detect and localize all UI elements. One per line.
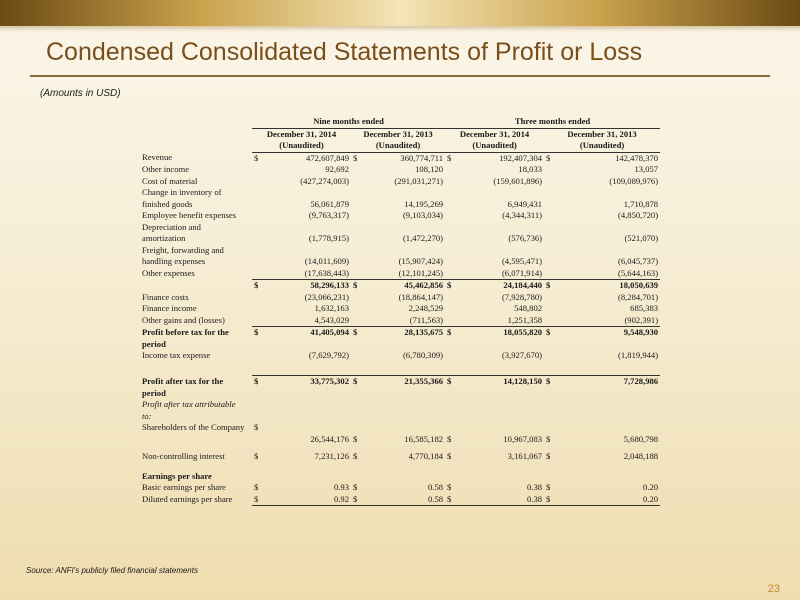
value-cell: (15,907,424) xyxy=(398,256,444,266)
page-title: Condensed Consolidated Statements of Profit or Loss xyxy=(46,38,643,66)
value-cell: (6,780,309) xyxy=(402,350,444,360)
value-cell: 192,407,304 xyxy=(499,152,543,163)
title-rule xyxy=(30,75,770,77)
currency-symbol: $ xyxy=(445,280,454,292)
currency-symbol: $ xyxy=(353,433,358,444)
currency-symbol: $ xyxy=(351,327,360,339)
row-profit-before-tax-line2 xyxy=(140,339,660,351)
currency-symbol: $ xyxy=(544,494,553,506)
row-label: Cost of material xyxy=(142,175,198,186)
currency-symbol: $ xyxy=(254,451,259,461)
unaudited-2: (Unaudited) xyxy=(351,140,445,152)
row-label: period xyxy=(142,338,166,349)
source-note: Source: ANFI's publicly filed financial statements xyxy=(26,566,198,575)
currency-symbol: $ xyxy=(447,482,452,492)
value-cell: 33,775,302 xyxy=(310,376,349,386)
row-label: finished goods xyxy=(142,198,193,209)
value-cell: (291,031,271) xyxy=(394,175,444,186)
currency-symbol: $ xyxy=(254,152,259,163)
value-cell: 685,383 xyxy=(630,303,659,313)
amounts-note: (Amounts in USD) xyxy=(40,88,121,99)
currency-symbol: $ xyxy=(254,422,259,432)
currency-symbol: $ xyxy=(252,327,261,339)
value-cell: 4,770,184 xyxy=(408,451,444,461)
value-cell: (5,644,163) xyxy=(617,267,659,278)
section-heading: Earnings per share xyxy=(142,470,212,481)
row-freight-line1 xyxy=(140,245,660,257)
col-header-2: December 31, 2013 xyxy=(363,128,433,139)
col-header-1: December 31, 2014 xyxy=(266,128,337,139)
row-change-inventory-line1 xyxy=(140,187,660,199)
currency-symbol: $ xyxy=(447,376,452,386)
value-cell: 0.93 xyxy=(333,482,349,492)
value-cell: (7,928,780) xyxy=(501,291,543,302)
value-cell: 472,607,849 xyxy=(306,152,349,163)
row-subtotal xyxy=(140,280,660,292)
row-label: Depreciation and xyxy=(142,221,201,232)
header-dates xyxy=(140,128,660,140)
row-attributable-line1 xyxy=(140,399,660,411)
currency-symbol: $ xyxy=(252,494,261,506)
page-number: 23 xyxy=(767,583,780,595)
currency-symbol: $ xyxy=(546,482,551,492)
value-cell: 14,128,150 xyxy=(503,376,543,386)
row-label: Shareholders of the Company xyxy=(142,422,245,432)
spacer-row xyxy=(140,463,660,471)
row-label: Change in inventory of xyxy=(142,187,222,197)
value-cell: 9,548,930 xyxy=(553,327,660,339)
value-cell: (4,344,311) xyxy=(502,210,543,220)
row-change-inventory xyxy=(140,199,660,211)
value-cell: 26,544,176 xyxy=(310,433,349,444)
currency-symbol: $ xyxy=(447,433,452,444)
value-cell: (109,089,976) xyxy=(609,175,659,186)
value-cell: (17,638,443) xyxy=(304,267,349,278)
value-cell: (711,563) xyxy=(409,314,444,325)
value-cell: (6,045,737) xyxy=(617,256,659,266)
value-cell: 1,632,163 xyxy=(314,303,349,313)
value-cell: 0.20 xyxy=(643,482,659,492)
currency-symbol: $ xyxy=(544,280,553,292)
value-cell: 56,061,879 xyxy=(310,198,349,209)
row-non-controlling xyxy=(140,451,660,463)
group-nine-months: Nine months ended xyxy=(252,116,445,128)
spacer-row xyxy=(140,362,660,376)
value-cell: (1,778,915) xyxy=(308,233,349,243)
value-cell: 28,135,675 xyxy=(360,327,445,339)
value-cell: (1,819,944) xyxy=(617,350,659,360)
value-cell: (1,472,270) xyxy=(402,233,444,243)
row-freight xyxy=(140,256,660,268)
currency-symbol: $ xyxy=(447,152,452,163)
currency-symbol: $ xyxy=(353,482,358,492)
col-header-3: December 31, 2014 xyxy=(459,128,530,139)
value-cell: (14,011,609) xyxy=(304,256,349,266)
value-cell: 6,949,431 xyxy=(507,198,543,209)
financial-statement-table xyxy=(140,116,660,506)
value-cell: 7,728,986 xyxy=(623,376,659,386)
row-label: Finance costs xyxy=(142,291,189,302)
value-cell: 21,355,366 xyxy=(404,376,444,386)
row-label: handling expenses xyxy=(142,256,206,266)
row-label: Employee benefit expenses xyxy=(142,210,237,220)
value-cell: 4,543,029 xyxy=(314,314,349,325)
row-cost-of-material xyxy=(140,176,660,188)
row-profit-before-tax xyxy=(140,327,660,339)
value-cell: (9,763,317) xyxy=(308,210,349,220)
row-profit-after-tax-line2 xyxy=(140,388,660,400)
row-finance-costs xyxy=(140,292,660,304)
currency-symbol: $ xyxy=(546,376,551,386)
value-cell: 92,692 xyxy=(325,164,349,174)
value-cell: (8,284,701) xyxy=(617,291,659,302)
currency-symbol: $ xyxy=(546,433,551,444)
currency-symbol: $ xyxy=(546,451,551,461)
value-cell: (576,736) xyxy=(508,233,543,243)
currency-symbol: $ xyxy=(351,494,360,506)
currency-symbol: $ xyxy=(445,327,454,339)
value-cell: 18,033 xyxy=(518,164,543,174)
value-cell: 2,248,529 xyxy=(408,303,444,313)
row-label: to: xyxy=(142,410,152,421)
row-label: Non-controlling interest xyxy=(142,451,225,461)
currency-symbol: $ xyxy=(254,482,259,492)
value-cell: 1,710,878 xyxy=(623,198,659,209)
currency-symbol: $ xyxy=(546,152,551,163)
value-cell: 0.58 xyxy=(360,494,445,506)
row-diluted-eps xyxy=(140,494,660,506)
value-cell: 1,251,358 xyxy=(507,314,543,325)
value-cell: 18,050,639 xyxy=(553,280,660,292)
row-label: Revenue xyxy=(142,152,173,163)
currency-symbol: $ xyxy=(353,451,358,461)
value-cell: (12,101,245) xyxy=(398,267,444,278)
value-cell: (4,850,720) xyxy=(617,210,659,220)
col-header-4: December 31, 2013 xyxy=(567,128,637,139)
row-other-gains xyxy=(140,315,660,327)
currency-symbol: $ xyxy=(351,280,360,292)
value-cell: 5,680,798 xyxy=(623,433,659,444)
value-cell: 360,774,711 xyxy=(400,152,444,163)
value-cell: 14,195,269 xyxy=(404,198,444,209)
row-shareholders xyxy=(140,434,660,446)
value-cell: (23,066,231) xyxy=(304,291,349,302)
value-cell: 2,048,188 xyxy=(623,451,659,461)
value-cell: 0.92 xyxy=(261,494,351,506)
currency-symbol: $ xyxy=(544,327,553,339)
row-label: Finance income xyxy=(142,303,197,313)
value-cell: 0.38 xyxy=(454,494,544,506)
value-cell: (159,601,896) xyxy=(493,175,543,186)
currency-symbol: $ xyxy=(445,494,454,506)
row-label: Other income xyxy=(142,164,190,174)
currency-symbol: $ xyxy=(353,152,358,163)
value-cell: (427,274,003) xyxy=(300,175,349,186)
unaudited-3: (Unaudited) xyxy=(445,140,544,152)
header-groups xyxy=(140,116,660,128)
currency-symbol: $ xyxy=(447,451,452,461)
value-cell: 18,055,820 xyxy=(454,327,544,339)
row-profit-after-tax xyxy=(140,376,660,388)
value-cell: 24,184,440 xyxy=(454,280,544,292)
row-revenue xyxy=(140,152,660,164)
row-other-expenses xyxy=(140,268,660,280)
value-cell: 0.38 xyxy=(527,482,543,492)
value-cell: (521,070) xyxy=(624,233,659,243)
row-label: Diluted earnings per share xyxy=(142,493,233,504)
value-cell: 3,161,067 xyxy=(507,451,543,461)
row-other-income xyxy=(140,164,660,176)
group-three-months: Three months ended xyxy=(445,116,660,128)
value-cell: 108,120 xyxy=(415,164,444,174)
value-cell: (9,103,034) xyxy=(402,210,444,220)
value-cell: 0.20 xyxy=(553,494,660,506)
value-cell: 58,296,133 xyxy=(261,280,351,292)
value-cell: 7,231,126 xyxy=(314,451,349,461)
row-label: Freight, forwarding and xyxy=(142,244,224,255)
value-cell: 41,405,094 xyxy=(261,327,351,339)
value-cell: (6,071,914) xyxy=(501,267,543,278)
row-label: Profit after tax for the xyxy=(142,375,224,386)
currency-symbol: $ xyxy=(252,280,261,292)
row-label: Basic earnings per share xyxy=(142,482,226,492)
row-label: amortization xyxy=(142,233,186,243)
value-cell: 0.58 xyxy=(428,482,444,492)
value-cell: (3,927,670) xyxy=(501,350,543,360)
unaudited-4: (Unaudited) xyxy=(544,140,660,152)
currency-symbol: $ xyxy=(254,376,259,386)
unaudited-1: (Unaudited) xyxy=(252,140,351,152)
row-label: Other expenses xyxy=(142,267,195,278)
value-cell: 45,462,856 xyxy=(360,280,445,292)
row-label: Other gains and (losses) xyxy=(142,314,225,325)
value-cell: (4,595,471) xyxy=(501,256,543,266)
row-employee-benefit xyxy=(140,210,660,222)
header-band xyxy=(0,0,800,26)
row-attributable-line2 xyxy=(140,411,660,423)
row-label: Profit after tax attributable xyxy=(142,399,236,409)
row-eps-heading xyxy=(140,471,660,483)
row-basic-eps xyxy=(140,482,660,494)
row-depreciation-line1 xyxy=(140,222,660,234)
value-cell: 142,478,370 xyxy=(615,152,659,163)
value-cell: 10,967,083 xyxy=(503,433,543,444)
row-income-tax xyxy=(140,350,660,362)
row-label: period xyxy=(142,387,166,398)
value-cell: (18,864,147) xyxy=(398,291,444,302)
value-cell: 16,585,182 xyxy=(404,433,444,444)
row-shareholders-label xyxy=(140,422,660,434)
value-cell: (902,391) xyxy=(624,314,659,325)
row-label: Profit before tax for the xyxy=(142,326,229,337)
header-band-shadow xyxy=(0,26,800,32)
value-cell: 13,057 xyxy=(634,164,659,174)
header-unaudited xyxy=(140,140,660,152)
row-label: Income tax expense xyxy=(142,350,211,360)
row-depreciation xyxy=(140,233,660,245)
currency-symbol: $ xyxy=(353,376,358,386)
row-finance-income xyxy=(140,303,660,315)
value-cell: (7,629,792) xyxy=(308,350,349,360)
value-cell: 548,802 xyxy=(514,303,543,313)
